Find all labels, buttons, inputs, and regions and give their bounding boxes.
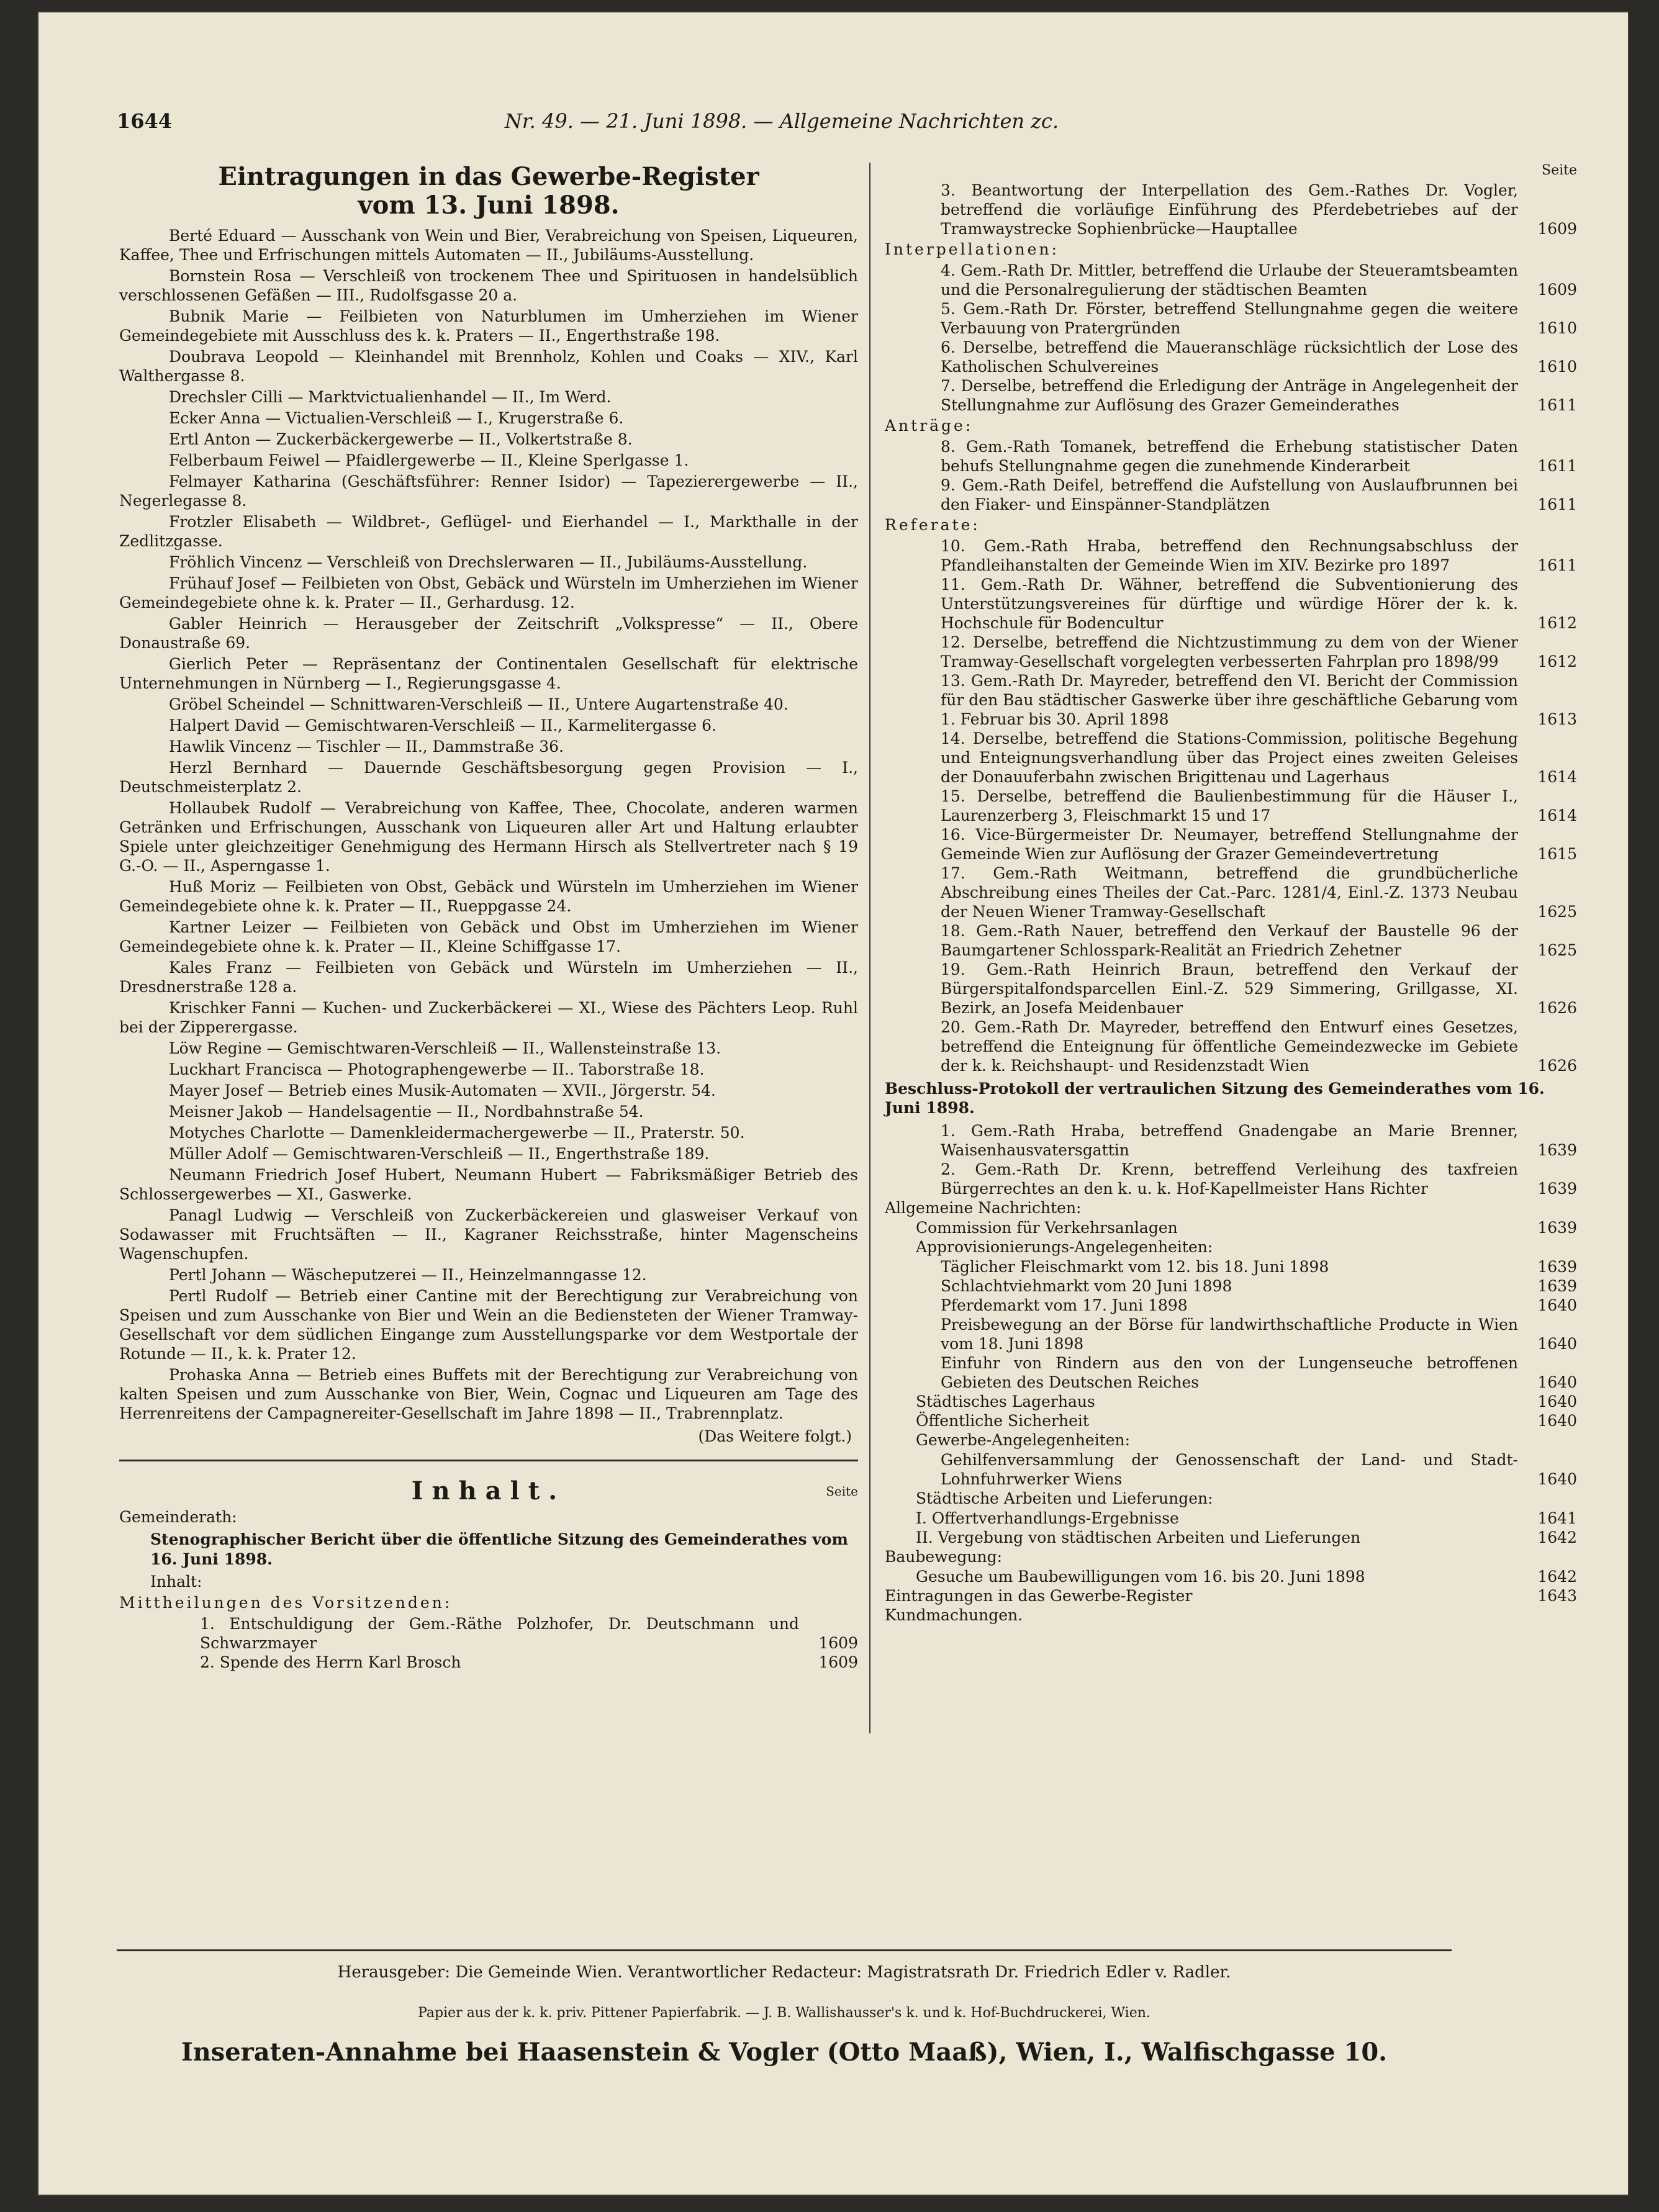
referat-item-text: 11. Gem.-Rath Dr. Wähner, betreffend die Subventionierung des Unterstützungsvereines für dürftige und würdige Hörer der k. k. Hochschule für Bodencultur [941,576,1518,632]
interpellation-item-text: 6. Derselbe, betreffend die Maueranschläge rücksichtlich der Lose des Katholischen Schulvereines [941,338,1518,376]
protokoll-item-text: 2. Gem.-Rath Dr. Krenn, betreffend Verleihung des taxfreien Bürgerrechtes an den k. u. k. Hof-Kapellmeister Hans Richter [941,1160,1518,1198]
protokoll-title: Beschluss-Protokoll der vertraulichen Sitzung des Gemeinderathes vom 16. Juni 1898. [885,1080,1545,1117]
register-entry: Pertl Rudolf — Betrieb einer Cantine mit der Berechtigung zur Verabreichung von Speisen und zum Ausschanke von Bier und Wein an die Bediensteten der Wiener Tramway-Gesellschaft vor dem südlichen Eingange zum Ausstellungsparke vor dem Westportale der Rotunde — II., k. k. Prater 12. [119,1287,858,1363]
approv-list [885,1257,1577,1392]
antrag-item-page: 1611 [1537,457,1577,475]
referat-item [941,787,1577,825]
inhalt-title: Inhalt. [411,1476,566,1506]
referat-item [941,729,1577,787]
antrag-item [941,437,1577,476]
right-column [885,163,1577,1625]
imprint-ads: Inseraten-Annahme bei Haasenstein & Vogler (Otto Maaß), Wien, I., Walfischgasse 10. [181,2038,1388,2067]
approv-item-page: 1640 [1537,1296,1577,1314]
arbeiten-item-page: 1642 [1537,1528,1577,1546]
register-entry: Hawlik Vincenz — Tischler — II., Dammstraße 36. [169,738,564,756]
register-entry: Bornstein Rosa — Verschleiß von trockenem Thee und Spirituosen in handelsüblich verschlossenen Gefäßen — III., Rudolfsgasse 20 a. [119,267,858,304]
allgemeine-label: Allgemeine Nachrichten: [885,1199,1082,1217]
mitteilungen-list [119,1614,858,1672]
kundmachungen: Kundmachungen. [885,1606,1023,1624]
interpellation-item-text: 5. Gem.-Rath Dr. Förster, betreffend Stellungnahme gegen die weitere Verbauung von Pratergründen [941,300,1518,337]
referat-item-page: 1612 [1537,614,1577,632]
approv-item [941,1276,1577,1296]
bau-label: Baubewegung: [885,1548,1003,1566]
protokoll-item-text: 1. Gem.-Rath Hraba, betreffend Gnadengabe an Marie Brenner, Waisenhausvatersgattin [941,1122,1518,1159]
register-entry: Felberbaum Feiwel — Pfaidlergewerbe — II., Kleine Sperlgasse 1. [169,451,689,469]
mitteilung-item-text: 1. Entschuldigung der Gem.-Räthe Polzhofer, Dr. Deutschmann und Schwarzmayer [200,1615,799,1652]
mitteilung-item [200,1614,858,1653]
register-entry: Frotzler Elisabeth — Wildbret-, Geflügel- und Eierhandel — I., Markthalle in der Zedlitzgasse. [119,513,858,550]
referat-item-text: 10. Gem.-Rath Hraba, betreffend den Rechnungsabschluss der Pfandleihanstalten der Gemeinde Wien im XIV. Bezirke pro 1897 [941,537,1518,574]
referat-item [941,575,1577,633]
referat-item-page: 1614 [1537,806,1577,824]
register-entry: Löw Regine — Gemischtwaren-Verschleiß — II., Wallensteinstraße 13. [169,1039,721,1057]
referat-item [941,671,1577,729]
referat-item-page: 1625 [1537,941,1577,959]
register-entry: Mayer Josef — Betrieb eines Musik-Automaten — XVII., Jörgerstr. 54. [169,1081,716,1099]
interpellation-item [941,299,1577,338]
interpellation-item-page: 1610 [1537,319,1577,337]
left-column [119,163,858,1672]
approv-item-text: Pferdemarkt vom 17. Juni 1898 [941,1296,1188,1314]
arbeiten-item [916,1509,1577,1528]
approv-item-page: 1640 [1537,1373,1577,1391]
imprint-publisher: Herausgeber: Die Gemeinde Wien. Verantwortlicher Redacteur: Magistratsrath Dr. Friedrich Edler v. Radler. [337,1963,1231,1982]
column-divider [869,163,870,1733]
inhalt-label: Inhalt: [150,1573,202,1591]
referat-item [941,825,1577,864]
register-entry: Kartner Leizer — Feilbieten von Gebäck und Obst im Umherziehen im Wiener Gemeindegebiete ohne k. k. Prater — II., Kleine Schiffgasse 17. [119,918,858,955]
arbeiten-list [885,1509,1577,1547]
referat-item-page: 1625 [1537,903,1577,921]
register-entry: Motyches Charlotte — Damenkleidermachergewerbe — II., Praterstr. 50. [169,1124,745,1142]
referat-item-page: 1612 [1537,652,1577,670]
referat-item-text: 17. Gem.-Rath Weitmann, betreffend die grundbücherliche Abschreibung eines Theiles der Cat.-Parc. 1281/4, Einl.-Z. 1373 Neubau der Neuen Wiener Tramway-Gesellschaft [941,864,1518,921]
interpellation-item [941,338,1577,376]
toc-commission: Commission für Verkehrsanlagen 1639 [916,1219,1577,1237]
register-entry: Huß Moriz — Feilbieten von Obst, Gebäck und Würsteln im Umherziehen im Wiener Gemeindegebiete ohne k. k. Prater — II., Rueppgasse 24. [119,878,858,915]
antrag-item-text: 8. Gem.-Rath Tomanek, betreffend die Erhebung statistischer Daten behufs Stellungnahme gegen die zunehmende Kinderarbeit [941,438,1518,475]
protokoll-item-page: 1639 [1537,1180,1577,1198]
arbeiten-label: Städtische Arbeiten und Lieferungen: [916,1489,1213,1507]
referat-item-page: 1626 [1537,999,1577,1017]
referate-list [885,536,1577,1075]
referat-item-text: 14. Derselbe, betreffend die Stations-Commission, politische Begehung und Enteignungsverhandlung über das Project eines zweiten Geleises der Donauuferbahn zwischen Brigittenau und Lagerhaus [941,729,1518,786]
referat-item-text: 19. Gem.-Rath Heinrich Braun, betreffend den Verkauf der Bürgerspitalfondsparcellen Einl.-Z. 529 Simmering, Grillgasse, XI. Bezirk, an Josefa Meidenbauer [941,960,1518,1017]
section-rule [119,1460,858,1461]
referate-label: Referate: [885,516,980,534]
referat-item-page: 1613 [1537,710,1577,728]
approv-item [941,1257,1577,1276]
page-number: 1644 [117,109,173,133]
register-entry: Prohaska Anna — Betrieb eines Buffets mit der Berechtigung zur Verabreichung von kalten Speisen und zum Ausschanke von Bier, Wein, Cognac und Liqueuren am Tage des Herrenreitens der Campagnereiter-Gesellschaft im Jahre 1898 — II., Trabrennplatz. [119,1366,858,1422]
antrag-item [941,476,1577,514]
running-title: Nr. 49. — 21. Juni 1898. — Allgemeine Nachrichten zc. [504,109,1059,133]
approv-item-text: Einfuhr von Rindern aus den von der Lungenseuche betroffenen Gebieten des Deutschen Reiches [941,1354,1518,1391]
steno-title: Stenographischer Bericht über die öffentliche Sitzung des Gemeinderathes vom 16. Juni 1898. [150,1530,848,1568]
interpellation-item-text: 4. Gem.-Rath Dr. Mittler, betreffend die Urlaube der Steueramtsbeamten und die Personalregulierung der städtischen Beamten [941,261,1518,299]
register-entry: Felmayer Katharina (Geschäftsführer: Renner Isidor) — Tapezierergewerbe — II., Negerlegasse 8. [119,472,858,510]
mitteilung-item [200,1653,858,1672]
register-entry: Müller Adolf — Gemischtwaren-Verschleiß — II., Engerthstraße 189. [169,1145,710,1163]
register-entry: Krischker Fanni — Kuchen- und Zuckerbäckerei — XI., Wiese des Pächters Leop. Ruhl bei der Zipperergasse. [119,999,858,1036]
register-entry: Gabler Heinrich — Herausgeber der Zeitschrift „Volkspresse“ — II., Obere Donaustraße 69. [119,615,858,652]
antraege-label: Anträge: [885,417,974,435]
referat-item-page: 1614 [1537,768,1577,786]
mitteilungen-label: Mittheilungen des Vorsitzenden: [119,1594,453,1612]
register-entry: Gröbel Scheindel — Schnittwaren-Verschleiß — II., Untere Augartenstraße 40. [169,695,789,713]
register-entry: Gierlich Peter — Repräsentanz der Continentalen Gesellschaft für elektrische Unternehmungen in Nürnberg — I., Regierungsgasse 4. [119,655,858,692]
seite-label-right: Seite [1542,163,1577,178]
protokoll-item-page: 1639 [1537,1141,1577,1159]
approv-item-text: Schlachtviehmarkt vom 20 Juni 1898 [941,1277,1232,1295]
register-entry: Frühauf Josef — Feilbieten von Obst, Gebäck und Würsteln im Umherziehen im Wiener Gemeindegebiete ohne k. k. Prater — II., Gerhardusg. 12. [119,574,858,612]
register-entry: Bubnik Marie — Feilbieten von Naturblumen im Umherziehen im Wiener Gemeindegebiete mit Ausschluss des k. k. Praters — II., Engerthstraße 198. [119,307,858,345]
register-entry: Halpert David — Gemischtwaren-Verschleiß — II., Karmelitergasse 6. [169,716,717,734]
register-entry: Berté Eduard — Ausschank von Wein und Bier, Verabreichung von Speisen, Liqueuren, Kaffee, Thee und Erfrischungen mittels Automaten — II., Jubiläums-Ausstellung. [119,227,858,264]
referat-item-text: 16. Vice-Bürgermeister Dr. Neumayer, betreffend Stellungnahme der Gemeinde Wien zur Auflösung der Grazer Gemeindevertretung [941,826,1518,863]
toc-lagerhaus: Städtisches Lagerhaus 1640 [916,1393,1577,1411]
approv-item-text: Täglicher Fleischmarkt vom 12. bis 18. Juni 1898 [941,1258,1329,1276]
approv-item-text: Preisbewegung an der Börse für landwirthschaftliche Producte in Wien vom 18. Juni 1898 [941,1316,1518,1353]
protokoll-item [941,1121,1577,1160]
imprint-printer: Papier aus der k. k. priv. Pittener Papierfabrik. — J. B. Wallishausser's k. und k. Hof-Buchdruckerei, Wien. [418,2005,1150,2021]
mitteilung-item-page: 1609 [818,1634,858,1652]
referat-item-text: 12. Derselbe, betreffend die Nichtzustimmung zu dem von der Wiener Tramway-Gesellschaft vorgelegten verbesserten Fahrplan pro 1898/99 [941,633,1518,670]
register-entry: Kales Franz — Feilbieten von Gebäck und Würsteln im Umherziehen — II., Dresdnerstraße 128 a. [119,959,858,996]
referat-item [941,921,1577,960]
arbeiten-item-text: I. Offertverhandlungs-Ergebnisse [916,1509,1179,1527]
interpellation-item [941,261,1577,299]
referat-item-page: 1615 [1537,845,1577,863]
interpellationen-list [885,261,1577,415]
referat-item [941,633,1577,671]
mitteilung-item-page: 1609 [818,1653,858,1671]
referat-item [941,960,1577,1018]
toc-sicherheit: Öffentliche Sicherheit 1640 [916,1412,1577,1430]
register-entry: Neumann Friedrich Josef Hubert, Neumann Hubert — Fabriksmäßiger Betrieb des Schlossergewerbes — XI., Gaswerke. [119,1166,858,1203]
continued-note: (Das Weitere folgt.) [698,1427,852,1445]
page-header [117,109,1447,147]
referat-item [941,864,1577,921]
seite-label: Seite [826,1484,858,1499]
register-entry: Luckhart Francisca — Photographengewerbe — II.. Taborstraße 18. [169,1060,705,1078]
gewerbe-label: Gewerbe-Angelegenheiten: [916,1431,1131,1449]
register-entry: Doubrava Leopold — Kleinhandel mit Brennholz, Kohlen und Coaks — XIV., Karl Walthergasse 8. [119,348,858,385]
referat-item-text: 20. Gem.-Rath Dr. Mayreder, betreffend den Entwurf eines Gesetzes, betreffend die Enteignung für öffentliche Gemeindezwecke im Gebiete der k. k. Reichshaupt- und Residenzstadt Wien [941,1018,1518,1075]
register-entry: Herzl Bernhard — Dauernde Geschäftsbesorgung gegen Provision — I., Deutschmeisterplatz 2. [119,759,858,796]
referat-item [941,1018,1577,1075]
approv-item-page: 1639 [1537,1277,1577,1295]
referat-item-page: 1626 [1537,1057,1577,1075]
register-entry: Hollaubek Rudolf — Verabreichung von Kaffee, Thee, Chocolate, anderen warmen Getränken und Erfrischungen, Ausschank von Liqueuren aller Art und Haltung erlaubter Spiele unter gleichzeitiger Genehmigung des Hermann Hirsch als Stellvertreter nach § 19 G.-O. — II., Asperngasse 1. [119,799,858,875]
interpellation-item-page: 1611 [1537,396,1577,414]
register-entry: Ertl Anton — Zuckerbäckergewerbe — II., Volkertstraße 8. [169,430,633,448]
arbeiten-item-page: 1641 [1537,1509,1577,1527]
approv-item-page: 1640 [1537,1335,1577,1353]
approv-item [941,1296,1577,1315]
antrag-item-text: 9. Gem.-Rath Deifel, betreffend die Aufstellung von Auslaufbrunnen bei den Fiaker- und Einspänner-Standplätzen [941,476,1518,513]
register-entry: Ecker Anna — Victualien-Verschleiß — I., Krugerstraße 6. [169,409,624,427]
arbeiten-item [916,1528,1577,1547]
register-entry: Drechsler Cilli — Marktvictualienhandel — II., Im Werd. [169,388,612,406]
inhalt-heading [119,1476,858,1507]
gemeinderath-label: Gemeinderath: [119,1508,237,1526]
register-entry: Panagl Ludwig — Verschleiß von Zuckerbäckereien und glasweiser Verkauf von Sodawasser mit Fruchtsäften — II., Kagraner Reichsstraße, hinter Magenscheins Wagenschupfen. [119,1206,858,1263]
antraege-list [885,437,1577,514]
register-entries [119,226,858,1423]
interpellation-item-page: 1610 [1537,358,1577,376]
protokoll-list [885,1121,1577,1198]
toc-bau: Gesuche um Baubewilligungen vom 16. bis 20. Juni 1898 1642 [916,1568,1577,1586]
toc-gewerbe: Gehilfenversammlung der Genossenschaft der Land- und Stadt-Lohnfuhrwerker Wiens 1640 [941,1451,1577,1488]
interpellation-item-page: 1609 [1537,281,1577,299]
register-entry: Pertl Johann — Wäscheputzerei — II., Heinzelmanngasse 12. [169,1266,647,1284]
approv-item [941,1315,1577,1353]
protokoll-item [941,1160,1577,1198]
interpellationen-label: Interpellationen: [885,240,1059,258]
interpellation-item-text: 7. Derselbe, betreffend die Erledigung der Anträge in Angelegenheit der Stellungnahme zur Auflösung des Grazer Gemeinderathes [941,377,1518,414]
toc-eintragungen: Eintragungen in das Gewerbe-Register 1643 [885,1587,1577,1605]
arbeiten-item-text: II. Vergebung von städtischen Arbeiten und Lieferungen [916,1528,1361,1546]
approv-item [941,1353,1577,1392]
referat-item-page: 1611 [1537,556,1577,574]
approv-label: Approvisionierungs-Angelegenheiten: [916,1238,1213,1256]
register-entry: Meisner Jakob — Handelsagentie — II., Nordbahnstraße 54. [169,1103,644,1121]
footer-rule-top [117,1949,1452,1951]
register-title: Eintragungen in das Gewerbe-Register vom 13. Juni 1898. [218,162,759,220]
referat-item-text: 15. Derselbe, betreffend die Baulienbestimmung für die Häuser I., Laurenzerberg 3, Fleischmarkt 15 und 17 [941,787,1518,824]
antrag-item-page: 1611 [1537,495,1577,513]
referat-item [941,536,1577,575]
referat-item-text: 18. Gem.-Rath Nauer, betreffend den Verkauf der Baustelle 96 der Baumgartener Schlosspark-Realität an Friedrich Zehetner [941,922,1518,959]
referat-item-text: 13. Gem.-Rath Dr. Mayreder, betreffend den VI. Bericht der Commission für den Bau städtischer Gaswerke über ihre geschäftliche Gebarung vom 1. Februar bis 30. April 1898 [941,672,1518,728]
toc-item-3: 3. Beantwortung der Interpellation des Gem.-Rathes Dr. Vogler, betreffend die vorläufige Einführung des Pferdebetriebes auf der Tramwaystrecke Sophienbrücke—Hauptallee 1609 [941,181,1577,238]
approv-item-page: 1639 [1537,1258,1577,1276]
interpellation-item [941,376,1577,415]
mitteilung-item-text: 2. Spende des Herrn Karl Brosch [200,1653,461,1671]
register-entry: Fröhlich Vincenz — Verschleiß von Drechslerwaren — II., Jubiläums-Ausstellung. [169,553,808,571]
